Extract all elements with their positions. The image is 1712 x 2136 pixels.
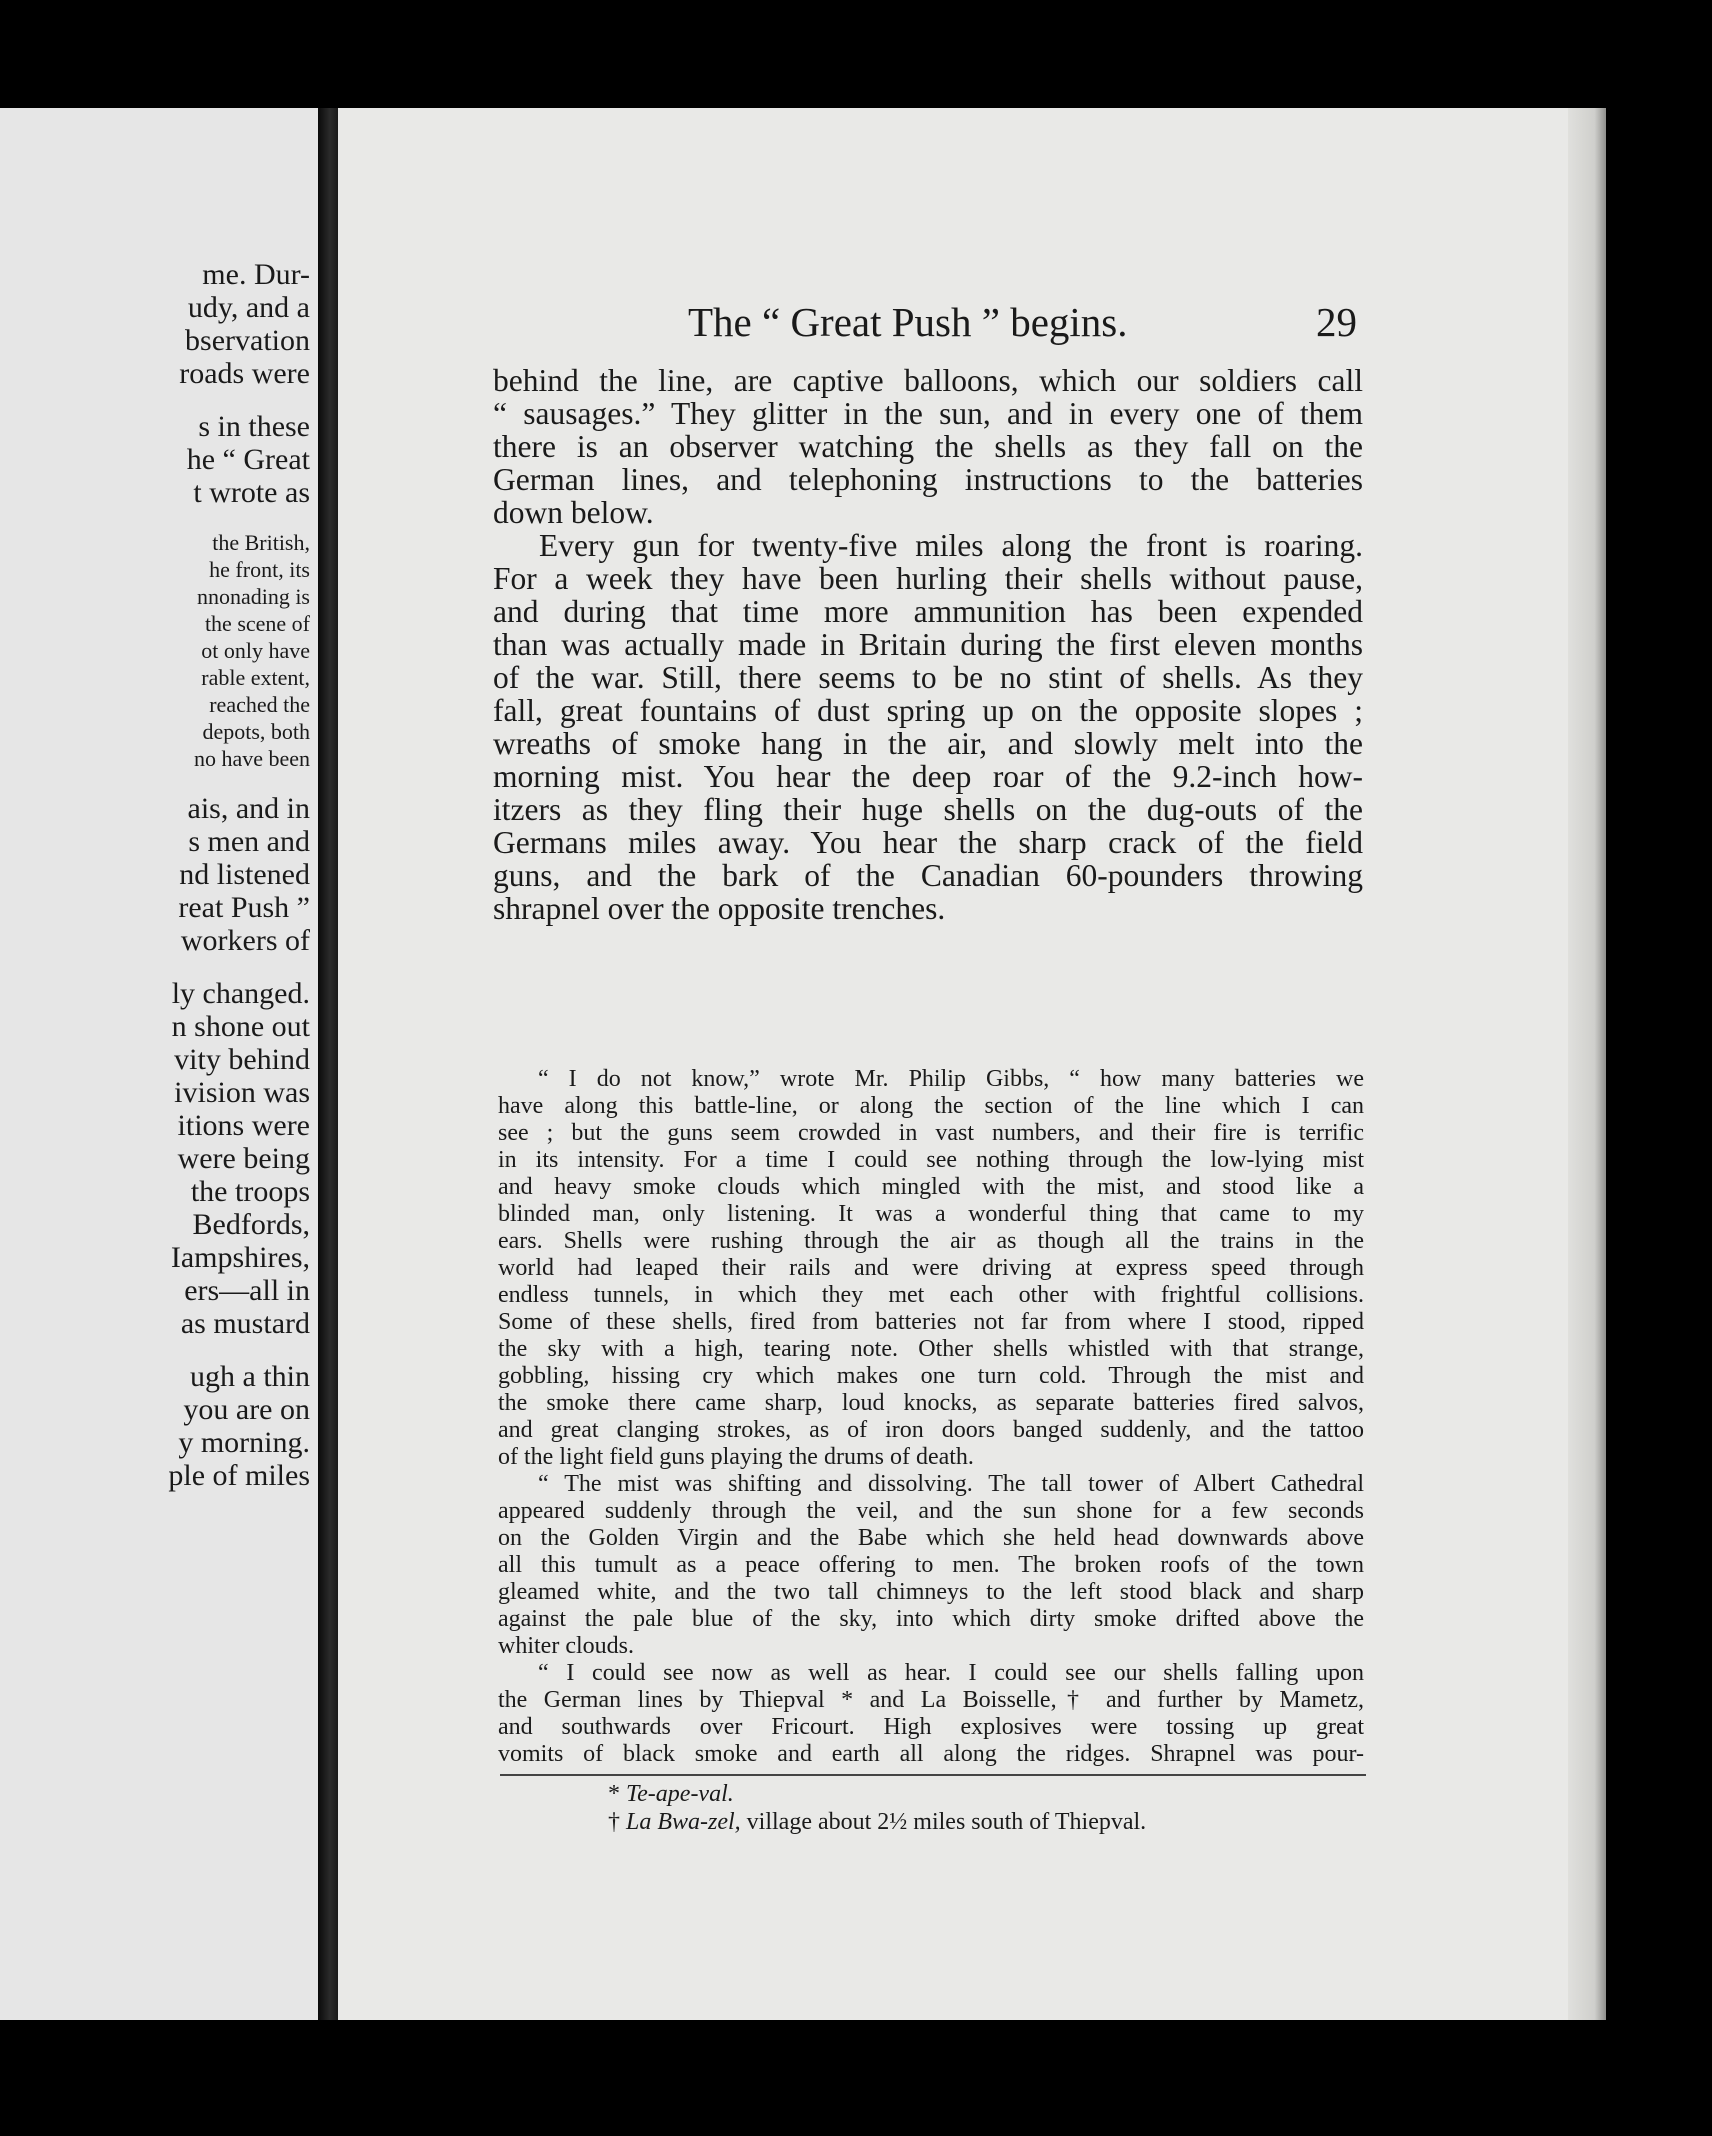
quote-line: gleamed white, and the two tall chimneys to the left stood black and sharp: [498, 1579, 1364, 1605]
quote-line: “ The mist was shifting and dissolving. The tall tower of Albert Cathedral: [538, 1471, 1364, 1497]
body-line: Germans miles away. You hear the sharp crack of the field: [493, 825, 1363, 860]
quote-line: of the light field guns playing the drums of death.: [498, 1444, 974, 1470]
left-page-line: the troops: [190, 1175, 310, 1208]
left-page-line: reat Push ”: [178, 891, 310, 924]
quote-line: gobbling, hissing cry which makes one turn cold. Through the mist and: [498, 1363, 1364, 1389]
book-gutter: [318, 108, 338, 2020]
left-page-line: Bedfords,: [192, 1208, 310, 1241]
body-line: For a week they have been hurling their shells without pause,: [493, 561, 1363, 596]
left-page-line: were being: [177, 1142, 310, 1175]
footnote-pronunciation: Te-ape-val.: [626, 1781, 734, 1807]
left-page-line: n shone out: [171, 1010, 310, 1043]
quote-line: vomits of black smoke and earth all along the ridges. Shrapnel was pour-: [498, 1741, 1364, 1767]
left-page-line: ers—all in: [184, 1274, 310, 1307]
footnote-mark: †: [608, 1809, 626, 1835]
left-page-line: vity behind: [174, 1043, 310, 1076]
left-page-line: he “ Great: [186, 443, 310, 476]
right-page: [338, 108, 1606, 2020]
left-page-line: me. Dur-: [202, 258, 310, 291]
quote-line: in its intensity. For a time I could see nothing through the low-lying mist: [498, 1147, 1364, 1173]
quote-line: “ I do not know,” wrote Mr. Philip Gibbs, “ how many batteries we: [538, 1066, 1364, 1092]
quote-line: endless tunnels, in which they met each other with frightful collisions.: [498, 1282, 1364, 1308]
left-page-text: [0, 108, 318, 2020]
body-line: morning mist. You hear the deep roar of the 9.2-inch how-: [493, 759, 1363, 794]
left-page-line: workers of: [180, 924, 310, 957]
left-page-line: depots, both: [202, 719, 310, 744]
quote-line: and southwards over Fricourt. High explosives were tossing up great: [498, 1714, 1364, 1740]
quote-line: blinded man, only listening. It was a wonderful thing that came to my: [498, 1201, 1364, 1227]
footnote-mark: *: [608, 1781, 626, 1807]
left-page-line: ly changed.: [171, 977, 310, 1010]
left-page-line: reached the: [209, 692, 310, 717]
quoted-passage: [498, 1066, 1364, 1768]
left-page-line: itions were: [177, 1109, 310, 1142]
body-line: of the war. Still, there seems to be no stint of shells. As they: [493, 660, 1363, 695]
running-header: [338, 298, 1606, 348]
left-page-line: roads were: [179, 357, 310, 390]
body-line: fall, great fountains of dust spring up on the opposite slopes ;: [493, 693, 1363, 728]
left-page-line: rable extent,: [201, 665, 310, 690]
left-page-line: as mustard: [180, 1307, 310, 1340]
quote-line: world had leaped their rails and were driving at express speed through: [498, 1255, 1364, 1281]
body-line: and during that time more ammunition has been expended: [493, 594, 1363, 629]
body-line: down below.: [493, 495, 654, 530]
left-page-line: nd listened: [179, 858, 310, 891]
body-line: itzers as they fling their huge shells on the dug-outs of the: [493, 792, 1363, 827]
footnotes: [608, 1780, 1348, 1836]
quote-line: the sky with a high, tearing note. Other shells whistled with that strange,: [498, 1336, 1364, 1362]
left-page-line: ot only have: [201, 638, 310, 663]
left-page-line: s in these: [198, 410, 310, 443]
left-page-line: y morning.: [178, 1426, 310, 1459]
body-line: German lines, and telephoning instructions to the batteries: [493, 462, 1363, 497]
quote-line: and great clanging strokes, as of iron doors banged suddenly, and the tattoo: [498, 1417, 1364, 1443]
quote-line: Some of these shells, fired from batteries not far from where I stood, ripped: [498, 1309, 1364, 1335]
quote-line: see ; but the guns seem crowded in vast numbers, and their fire is terrific: [498, 1120, 1364, 1146]
body-line: behind the line, are captive balloons, which our soldiers call: [493, 363, 1363, 398]
left-page-line: ais, and in: [187, 792, 310, 825]
body-line: “ sausages.” They glitter in the sun, and in every one of them: [493, 396, 1363, 431]
quote-line: ears. Shells were rushing through the air as though all the trains in the: [498, 1228, 1364, 1254]
footnote: [608, 1780, 1348, 1808]
left-page-line: t wrote as: [193, 476, 310, 509]
quote-line: whiter clouds.: [498, 1633, 634, 1659]
left-page-line: he front, its: [209, 557, 310, 582]
body-line: wreaths of smoke hang in the air, and slowly melt into the: [493, 726, 1363, 761]
quote-line: on the Golden Virgin and the Babe which she held head downwards above: [498, 1525, 1364, 1551]
page-edge: [1568, 108, 1606, 2020]
body-text: [493, 364, 1363, 925]
page-number: 29: [1316, 299, 1357, 345]
body-line: shrapnel over the opposite trenches.: [493, 891, 946, 926]
header-title: The “ Great Push ” begins.: [688, 299, 1128, 345]
body-line: guns, and the bark of the Canadian 60-pounders throwing: [493, 858, 1363, 893]
left-page-line: s men and: [188, 825, 310, 858]
quote-line: the German lines by Thiepval * and La Boisselle,† and further by Mametz,: [498, 1687, 1364, 1713]
quote-line: all this tumult as a peace offering to men. The broken roofs of the town: [498, 1552, 1364, 1578]
left-page-line: you are on: [183, 1393, 310, 1426]
left-page-line: no have been: [193, 746, 310, 771]
quote-line: “ I could see now as well as hear. I could see our shells falling upon: [538, 1660, 1364, 1686]
left-page-line: ple of miles: [168, 1459, 310, 1492]
left-page-line: nnonading is: [196, 584, 310, 609]
left-page-line: ugh a thin: [190, 1360, 310, 1393]
footnote: [608, 1808, 1348, 1836]
quote-line: appeared suddenly through the veil, and the sun shone for a few seconds: [498, 1498, 1364, 1524]
body-line: Every gun for twenty-five miles along the front is roaring.: [539, 528, 1363, 563]
footnote-note: village about 2½ miles south of Thiepval.: [740, 1809, 1147, 1835]
left-page-line: the British,: [212, 530, 310, 555]
left-page-line: Iampshires,: [170, 1241, 310, 1274]
body-line: than was actually made in Britain during the first eleven months: [493, 627, 1363, 662]
left-page: [0, 108, 318, 2020]
quote-line: have along this battle-line, or along the section of the line which I can: [498, 1093, 1364, 1119]
left-page-line: bservation: [185, 324, 310, 357]
footnote-pronunciation: La Bwa-zel,: [626, 1809, 741, 1835]
left-page-line: ivision was: [174, 1076, 310, 1109]
left-page-line: udy, and a: [187, 291, 310, 324]
footnote-rule: [500, 1774, 1366, 1776]
left-page-line: the scene of: [204, 611, 310, 636]
body-line: there is an observer watching the shells as they fall on the: [493, 429, 1363, 464]
quote-line: against the pale blue of the sky, into which dirty smoke drifted above the: [498, 1606, 1364, 1632]
quote-line: and heavy smoke clouds which mingled with the mist, and stood like a: [498, 1174, 1364, 1200]
quote-line: the smoke there came sharp, loud knocks, as separate batteries fired salvos,: [498, 1390, 1364, 1416]
